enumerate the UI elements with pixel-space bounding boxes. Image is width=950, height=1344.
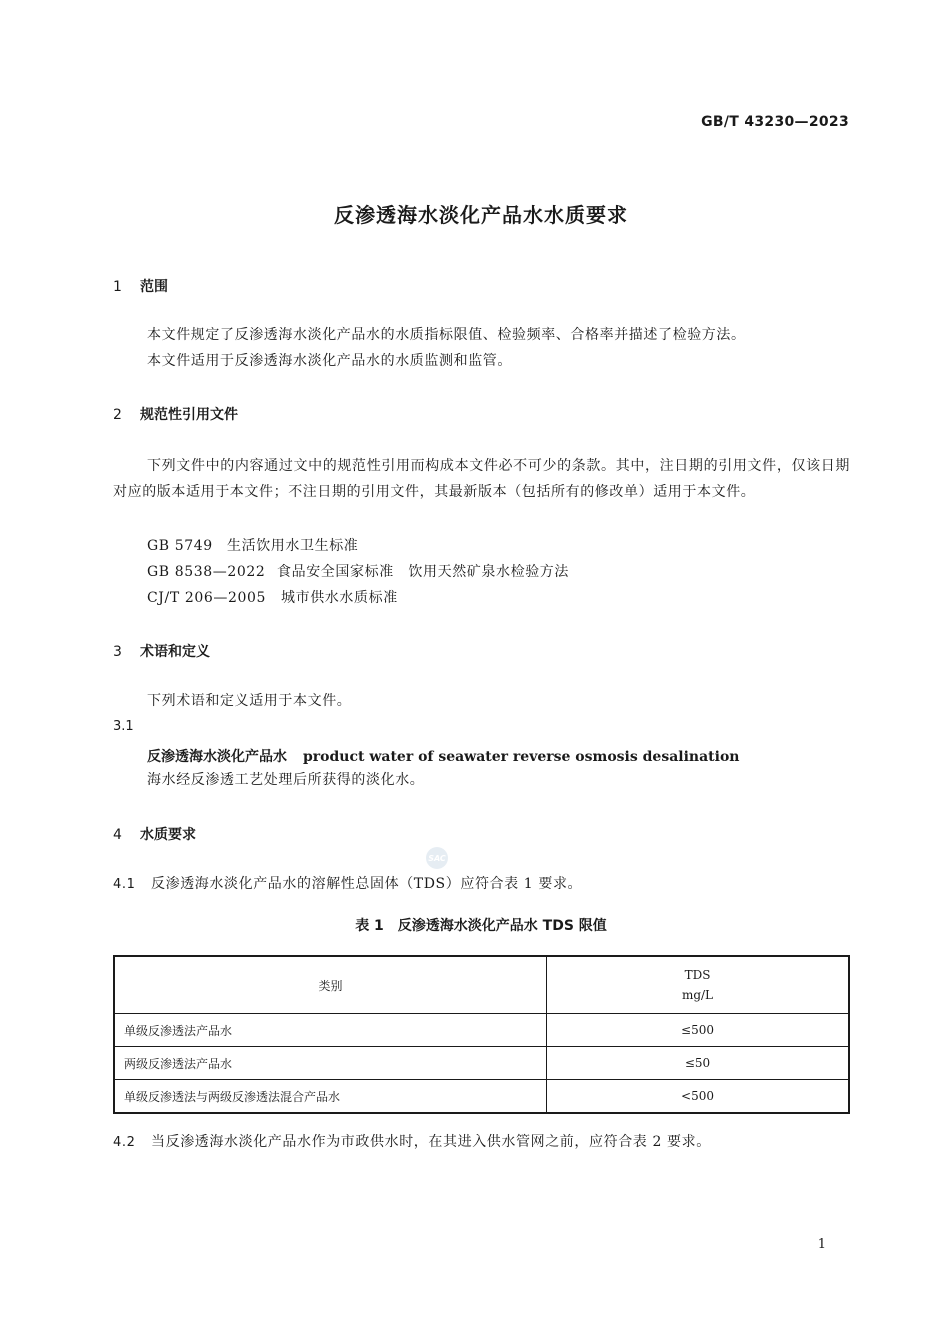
- clause-4-1: [113, 871, 582, 898]
- cell-category: 两级反渗透法产品水: [114, 1047, 547, 1080]
- reference-item: [147, 559, 569, 585]
- section-title: 水质要求: [140, 827, 196, 843]
- reference-name: 生活饮用水卫生标准: [227, 538, 359, 554]
- reference-code: GB 5749: [147, 538, 213, 554]
- table-row: [114, 1080, 849, 1114]
- term-number: 3.1: [113, 719, 134, 734]
- clause-number: 4.1: [113, 877, 136, 892]
- section-title: 术语和定义: [140, 644, 210, 660]
- section-number: 4: [113, 827, 122, 843]
- table-caption: 表 1 反渗透海水淡化产品水 TDS 限值: [355, 918, 607, 934]
- reference-name: 食品安全国家标准 饮用天然矿泉水检验方法: [277, 564, 569, 580]
- section-4-heading: [113, 824, 196, 844]
- cell-category: 单级反渗透法与两级反渗透法混合产品水: [114, 1080, 547, 1114]
- section-3-heading: [113, 641, 210, 661]
- clause-text: 反渗透海水淡化产品水的溶解性总固体（TDS）应符合表 1 要求。: [151, 876, 583, 892]
- section-2-heading: [113, 404, 238, 424]
- section-number: 2: [113, 407, 122, 423]
- term-english: product water of seawater reverse osmosis desalination: [303, 749, 740, 765]
- reference-name: 城市供水水质标准: [281, 590, 398, 606]
- page-number: 1: [817, 1237, 826, 1252]
- paragraph: 本文件适用于反渗透海水淡化产品水的水质监测和监管。: [147, 353, 512, 369]
- clause-number: 4.2: [113, 1135, 136, 1150]
- tds-limits-table: [113, 955, 850, 1114]
- reference-item: [147, 533, 358, 559]
- header-category: 类别: [114, 956, 547, 1014]
- table-row: [114, 1047, 849, 1080]
- cell-value: ≤50: [547, 1047, 850, 1080]
- standard-number: GB/T 43230—2023: [701, 114, 849, 130]
- reference-code: CJ/T 206—2005: [147, 590, 266, 606]
- clause-text: 当反渗透海水淡化产品水作为市政供水时，在其进入供水管网之前，应符合表 2 要求。: [151, 1134, 711, 1150]
- section-number: 3: [113, 644, 122, 660]
- section-1-heading: [113, 276, 168, 296]
- section-title: 范围: [140, 279, 168, 295]
- table-header-row: [114, 956, 849, 1014]
- cell-value: ≤500: [547, 1014, 850, 1047]
- reference-item: [147, 585, 398, 611]
- section-title: 规范性引用文件: [140, 407, 238, 423]
- term-entry: [147, 746, 739, 766]
- svg-text:SAC: SAC: [428, 854, 446, 863]
- header-tds: [547, 956, 850, 1014]
- clause-4-2: [113, 1129, 711, 1156]
- header-tds-label: TDS: [684, 968, 711, 982]
- paragraph: 本文件规定了反渗透海水淡化产品水的水质指标限值、检验频率、合格率并描述了检验方法。: [147, 327, 746, 343]
- section-number: 1: [113, 279, 122, 295]
- reference-code: GB 8538—2022: [147, 564, 266, 580]
- term-chinese: 反渗透海水淡化产品水: [147, 749, 287, 765]
- table-row: [114, 1014, 849, 1047]
- term-definition: 海水经反渗透工艺处理后所获得的淡化水。: [147, 772, 425, 788]
- cell-value: <500: [547, 1080, 850, 1114]
- header-tds-unit: mg/L: [681, 988, 714, 1002]
- paragraph: 下列文件中的内容通过文中的规范性引用而构成本文件必不可少的条款。其中，注日期的引用文件，仅该日期对应的版本适用于本文件；不注日期的引用文件，其最新版本（包括所有的修改单）适用于本文件。: [113, 458, 850, 500]
- document-title: 反渗透海水淡化产品水水质要求: [334, 203, 628, 227]
- sac-watermark-logo: [423, 846, 451, 870]
- cell-category: 单级反渗透法产品水: [114, 1014, 547, 1047]
- paragraph: 下列术语和定义适用于本文件。: [147, 693, 352, 709]
